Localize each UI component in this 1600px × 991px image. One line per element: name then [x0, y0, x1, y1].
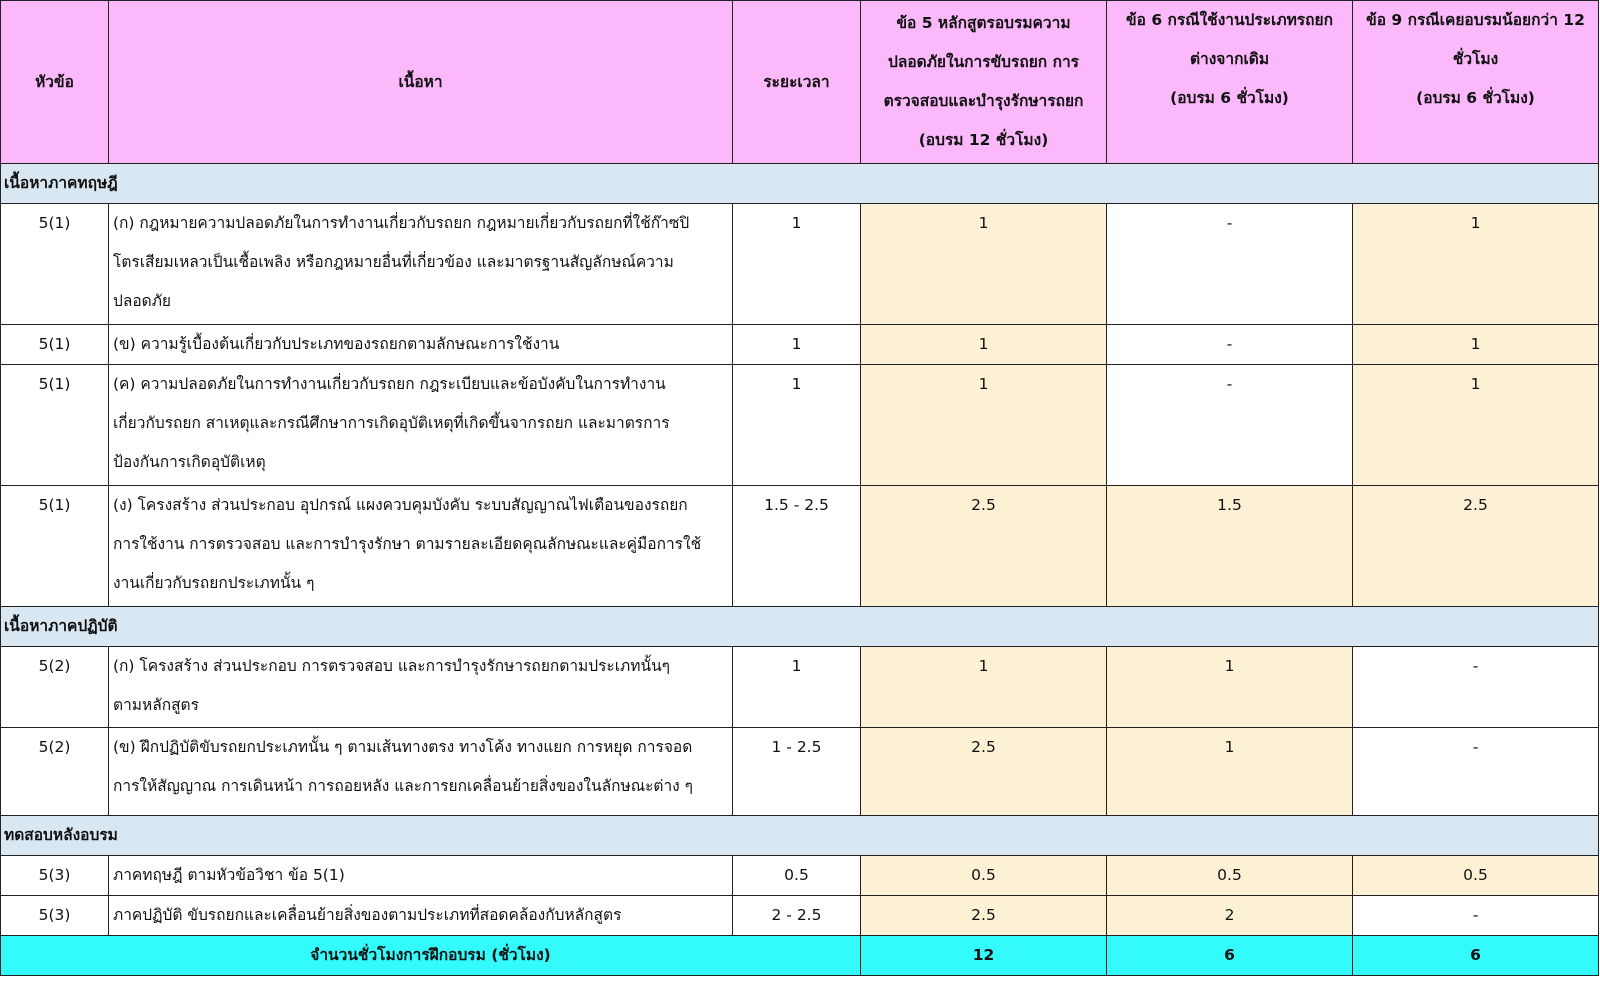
topic-code: 5(1) [1, 365, 109, 486]
duration-cell: 1 [733, 365, 861, 486]
header-content: เนื้อหา [109, 1, 733, 164]
col5-value: 1 [861, 647, 1107, 728]
header-duration: ระยะเวลา [733, 1, 861, 164]
content-cell [109, 728, 733, 816]
content-line: (ค) ความปลอดภัยในการทำงานเกี่ยวกับรถยก กฎระเบียบและข้อบังคับในการทำงาน [113, 375, 666, 393]
col5-value: 2.5 [861, 486, 1107, 607]
total-col9: 6 [1353, 936, 1599, 976]
col6-value: 2 [1107, 896, 1353, 936]
table-row [1, 204, 1599, 325]
header-col5-line: ปลอดภัยในการขับรถยก การ [887, 53, 1079, 71]
table-row [1, 486, 1599, 607]
col6-value: 1 [1107, 647, 1353, 728]
col6-value: 0.5 [1107, 856, 1353, 896]
content-line: ตามหลักสูตร [113, 696, 199, 714]
table-row [1, 325, 1599, 365]
header-col9 [1353, 1, 1599, 164]
duration-cell: 1 [733, 204, 861, 325]
col9-value: 1 [1353, 204, 1599, 325]
col6-value: 1.5 [1107, 486, 1353, 607]
col9-value: 0.5 [1353, 856, 1599, 896]
col6-value: - [1107, 204, 1353, 325]
duration-cell: 0.5 [733, 856, 861, 896]
col6-value: - [1107, 325, 1353, 365]
content-line: เกี่ยวกับรถยก สาเหตุและกรณีศึกษาการเกิดอุบัติเหตุที่เกิดขึ้นจากรถยก และมาตรการ [113, 414, 670, 432]
section-title: ทดสอบหลังอบรม [1, 816, 1599, 856]
content-line: ป้องกันการเกิดอุบัติเหตุ [113, 453, 266, 471]
content-cell [109, 896, 733, 936]
col6-value: - [1107, 365, 1353, 486]
col9-value: - [1353, 728, 1599, 816]
content-line: การให้สัญญาณ การเดินหน้า การถอยหลัง และการยกเคลื่อนย้ายสิ่งของในลักษณะต่าง ๆ [113, 777, 693, 795]
total-col6: 6 [1107, 936, 1353, 976]
col6-value: 1 [1107, 728, 1353, 816]
header-col6 [1107, 1, 1353, 164]
topic-code: 5(2) [1, 728, 109, 816]
table-row [1, 728, 1599, 816]
duration-cell: 1 [733, 325, 861, 365]
header-col6-line: ข้อ 6 กรณีใช้งานประเภทรถยก [1126, 11, 1333, 29]
header-col6-line: ต่างจากเดิม [1189, 50, 1270, 68]
table-row [1, 647, 1599, 728]
col9-value: 2.5 [1353, 486, 1599, 607]
duration-cell: 1.5 - 2.5 [733, 486, 861, 607]
content-cell [109, 647, 733, 728]
col5-value: 2.5 [861, 728, 1107, 816]
col5-value: 1 [861, 204, 1107, 325]
total-row [1, 936, 1599, 976]
col5-value: 1 [861, 365, 1107, 486]
header-topic: หัวข้อ [1, 1, 109, 164]
topic-code: 5(1) [1, 204, 109, 325]
col9-value: 1 [1353, 365, 1599, 486]
header-row [1, 1, 1599, 164]
header-col9-line: (อบรม 6 ชั่วโมง) [1416, 89, 1535, 107]
header-col9-line: ชั่วโมง [1452, 50, 1499, 68]
topic-code: 5(3) [1, 896, 109, 936]
content-line: (ข) ความรู้เบื้องต้นเกี่ยวกับประเภทของรถยกตามลักษณะการใช้งาน [113, 335, 560, 353]
content-line: ปลอดภัย [113, 292, 172, 310]
header-col6-line: (อบรม 6 ชั่วโมง) [1170, 89, 1289, 107]
content-line: ภาคทฤษฎี ตามหัวข้อวิชา ข้อ 5(1) [113, 866, 345, 884]
content-cell [109, 486, 733, 607]
header-col9-line: ข้อ 9 กรณีเคยอบรมน้อยกว่า 12 [1366, 11, 1585, 29]
content-cell [109, 365, 733, 486]
table-row [1, 856, 1599, 896]
topic-code: 5(3) [1, 856, 109, 896]
header-col5-line: ข้อ 5 หลักสูตรอบรมความ [896, 14, 1071, 32]
content-cell [109, 856, 733, 896]
content-cell [109, 325, 733, 365]
col5-value: 1 [861, 325, 1107, 365]
col9-value: 1 [1353, 325, 1599, 365]
content-line: โตรเสียมเหลวเป็นเชื้อเพลิง หรือกฎหมายอื่นที่เกี่ยวข้อง และมาตรฐานสัญลักษณ์ความ [113, 253, 674, 271]
section-title: เนื้อหาภาคปฏิบัติ [1, 607, 1599, 647]
section-title: เนื้อหาภาคทฤษฎี [1, 164, 1599, 204]
total-col5: 12 [861, 936, 1107, 976]
section-row-theory [1, 164, 1599, 204]
total-label: จำนวนชั่วโมงการฝึกอบรม (ชั่วโมง) [1, 936, 861, 976]
header-col5 [861, 1, 1107, 164]
col5-value: 2.5 [861, 896, 1107, 936]
content-line: การใช้งาน การตรวจสอบ และการบำรุงรักษา ตามรายละเอียดคุณลักษณะและคู่มือการใช้ [113, 535, 702, 553]
content-line: (ก) กฎหมายความปลอดภัยในการทำงานเกี่ยวกับรถยก กฎหมายเกี่ยวกับรถยกที่ใช้ก๊าซปิ [113, 214, 690, 232]
table-row [1, 365, 1599, 486]
content-cell [109, 204, 733, 325]
header-col5-line: (อบรม 12 ชั่วโมง) [918, 131, 1049, 149]
content-line: (ข) ฝึกปฏิบัติขับรถยกประเภทนั้น ๆ ตามเส้นทางตรง ทางโค้ง ทางแยก การหยุด การจอด [113, 738, 693, 756]
duration-cell: 2 - 2.5 [733, 896, 861, 936]
duration-cell: 1 [733, 647, 861, 728]
section-row-test [1, 816, 1599, 856]
col9-value: - [1353, 896, 1599, 936]
content-line: (ก) โครงสร้าง ส่วนประกอบ การตรวจสอบ และการบำรุงรักษารถยกตามประเภทนั้นๆ [113, 657, 671, 675]
topic-code: 5(1) [1, 325, 109, 365]
col5-value: 0.5 [861, 856, 1107, 896]
content-line: (ง) โครงสร้าง ส่วนประกอบ อุปกรณ์ แผงควบคุมบังคับ ระบบสัญญาณไฟเตือนของรถยก [113, 496, 688, 514]
duration-cell: 1 - 2.5 [733, 728, 861, 816]
content-line: ภาคปฏิบัติ ขับรถยกและเคลื่อนย้ายสิ่งของตามประเภทที่สอดคล้องกับหลักสูตร [113, 906, 622, 924]
table-row [1, 896, 1599, 936]
topic-code: 5(1) [1, 486, 109, 607]
section-row-practice [1, 607, 1599, 647]
content-line: งานเกี่ยวกับรถยกประเภทนั้น ๆ [113, 574, 315, 592]
topic-code: 5(2) [1, 647, 109, 728]
header-col5-line: ตรวจสอบและบำรุงรักษารถยก [883, 92, 1084, 110]
col9-value: - [1353, 647, 1599, 728]
